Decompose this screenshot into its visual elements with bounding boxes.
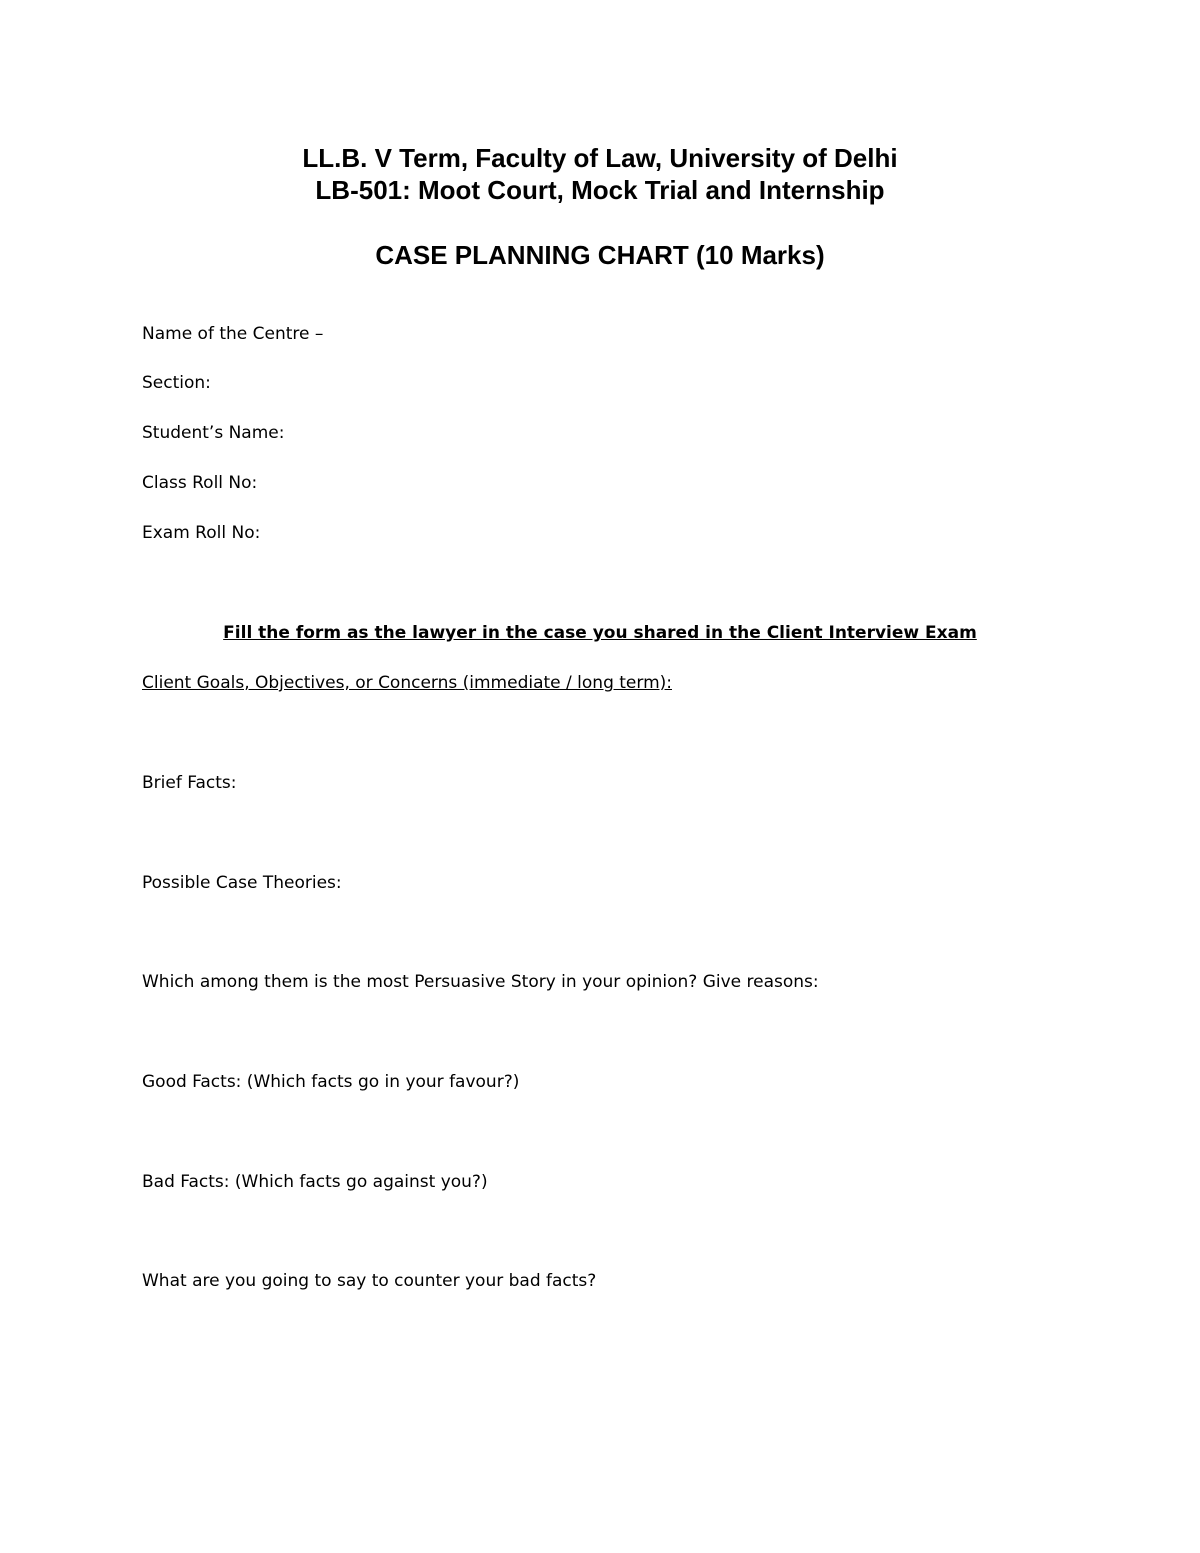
case-theories-question: Possible Case Theories: xyxy=(142,873,342,893)
exam-roll-field-label: Exam Roll No: xyxy=(142,523,261,543)
client-goals-question: Client Goals, Objectives, or Concerns (immediate / long term): xyxy=(142,673,672,693)
persuasive-story-question: Which among them is the most Persuasive Story in your opinion? Give reasons: xyxy=(142,972,819,992)
section-field-label: Section: xyxy=(142,373,211,393)
centre-field-label: Name of the Centre – xyxy=(142,324,324,344)
bad-facts-question: Bad Facts: (Which facts go against you?) xyxy=(142,1172,488,1192)
good-facts-question: Good Facts: (Which facts go in your favour?) xyxy=(142,1072,520,1092)
brief-facts-question: Brief Facts: xyxy=(142,773,237,793)
chart-title: CASE PLANNING CHART (10 Marks) xyxy=(375,240,825,270)
student-name-field-label: Student’s Name: xyxy=(142,423,285,443)
course-title: LL.B. V Term, Faculty of Law, University of Delhi xyxy=(302,143,898,173)
counter-bad-facts-question: What are you going to say to counter your bad facts? xyxy=(142,1271,597,1291)
class-roll-field-label: Class Roll No: xyxy=(142,473,258,493)
course-subtitle: LB-501: Moot Court, Mock Trial and Internship xyxy=(315,175,885,205)
form-instruction: Fill the form as the lawyer in the case you shared in the Client Interview Exam xyxy=(223,623,977,643)
